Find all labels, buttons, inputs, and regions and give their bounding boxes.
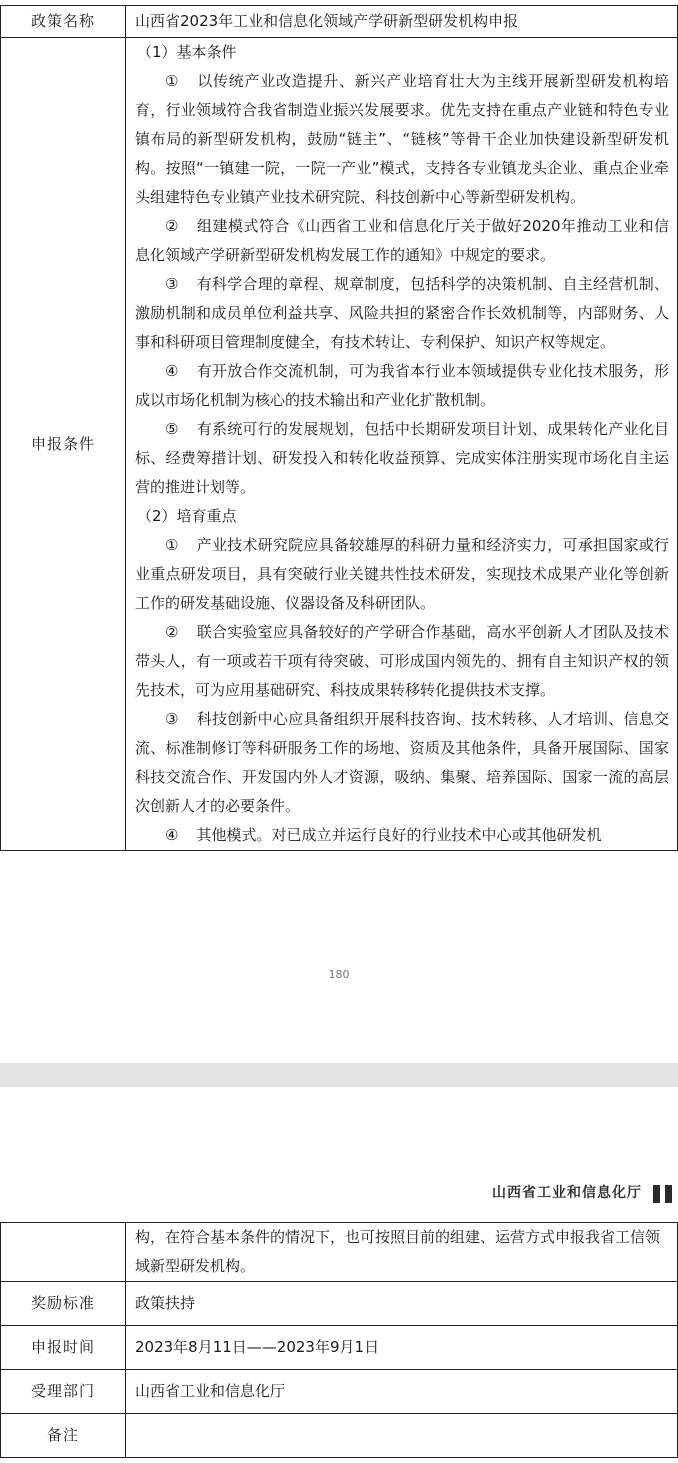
item-text: 科技创新中心应具备组织开展科技咨询、技术转移、人才培训、信息交流、标准制修订等科研服务工作的场地、资质及其他条件，具备开展国际、国家科技交流合作、开发国内外人才资源，吸纳、集聚、培养国际、国家一流的高层次创新人才的必要条件。 [135,710,669,815]
conditions-content [126,38,678,851]
list-item [135,270,669,357]
policy-name-label: 政策名称 [1,6,126,38]
item-text: 以传统产业改造提升、新兴产业培育壮大为主线开展新型研发机构培育，行业领域符合我省制造业振兴发展要求。优先支持在重点产业链和特色专业镇布局的新型研发机构，鼓励“链主”、“链核”等骨干企业加快建设新型研发机构。按照“一镇建一院，一院一产业”模式，支持各专业镇龙头企业、重点企业牵头组建特色专业镇产业技术研究院、科技创新中心等新型研发机构。 [135,72,669,206]
remarks-value [126,1414,678,1458]
page-separator [0,1063,678,1087]
cultivation-focus-title: （2）培育重点 [137,507,237,525]
list-item [135,618,669,705]
item-text: 联合实验室应具备较好的产学研合作基础，高水平创新人才团队及技术带头人，有一项或若干项有待突破、可形成国内领先的、拥有自主知识产权的领先技术，可为应用基础研究、科技成果转移转化提供技术支撑。 [135,623,669,699]
apply-time-label: 申报时间 [1,1326,126,1370]
list-item [135,531,669,618]
list-item [135,821,669,850]
item-text: 有开放合作交流机制，可为我省本行业本领域提供专业化技术服务，形成以市场化机制为核心的技术输出和产业化扩散机制。 [135,362,669,409]
header-bars-decoration [653,1185,675,1203]
item-number: ⑤ [165,420,179,438]
list-item [135,415,669,502]
remarks-label: 备注 [1,1414,126,1458]
item-number: ① [165,536,179,554]
reward-value: 政策扶持 [126,1282,678,1326]
cultivation-focus-list [135,531,669,850]
item-number: ② [165,623,179,641]
apply-time-value: 2023年8月11日——2023年9月1日 [126,1326,678,1370]
item-number: ③ [165,710,179,728]
document-page-2 [0,1087,678,1463]
item-number: ③ [165,275,179,293]
conditions-label: 申报条件 [1,38,126,851]
item-text: 其他模式。对已成立并运行良好的行业技术中心或其他研发机 [196,826,602,844]
item-number: ① [165,72,180,90]
policy-table-part-1 [0,5,678,851]
item-text: 有系统可行的发展规划，包括中长期研发项目计划、成果转化产业化目标、经费筹措计划、研发投入和转化收益预算、完成实体注册实现市场化自主运营的推进计划等。 [135,420,669,496]
continuation-label [1,1223,126,1282]
item-text: 组建模式符合《山西省工业和信息化厅关于做好2020年推动工业和信息化领域产学研新型研发机构发展工作的通知》中规定的要求。 [135,217,669,264]
list-item [135,67,669,212]
continuation-text: 构，在符合基本条件的情况下，也可按照目前的组建、运营方式申报我省工信领域新型研发机构。 [126,1223,678,1282]
policy-name-value: 山西省2023年工业和信息化领域产学研新型研发机构申报 [126,6,678,38]
list-item [135,357,669,415]
basic-conditions-list [135,67,669,502]
list-item [135,212,669,270]
item-number: ④ [165,362,179,380]
item-number: ② [165,217,179,235]
department-value: 山西省工业和信息化厅 [126,1370,678,1414]
item-number: ④ [165,826,179,844]
department-header: 山西省工业和信息化厅 [492,1185,642,1201]
item-text: 产业技术研究院应具备较雄厚的科研力量和经济实力，可承担国家或行业重点研发项目，具有突破行业关键共性技术研发，实现技术成果产业化等创新工作的研发基础设施、仪器设备及科研团队。 [135,536,669,612]
reward-label: 奖励标准 [1,1282,126,1326]
policy-table-part-2 [0,1222,678,1458]
list-item [135,705,669,821]
page-number: 180 [328,968,350,981]
department-label: 受理部门 [1,1370,126,1414]
basic-conditions-title: （1）基本条件 [137,43,237,61]
item-text: 有科学合理的章程、规章制度，包括科学的决策机制、自主经营机制、激励机制和成员单位利益共享、风险共担的紧密合作长效机制等，内部财务、人事和科研项目管理制度健全，有技术转让、专利保护、知识产权等规定。 [135,275,669,351]
